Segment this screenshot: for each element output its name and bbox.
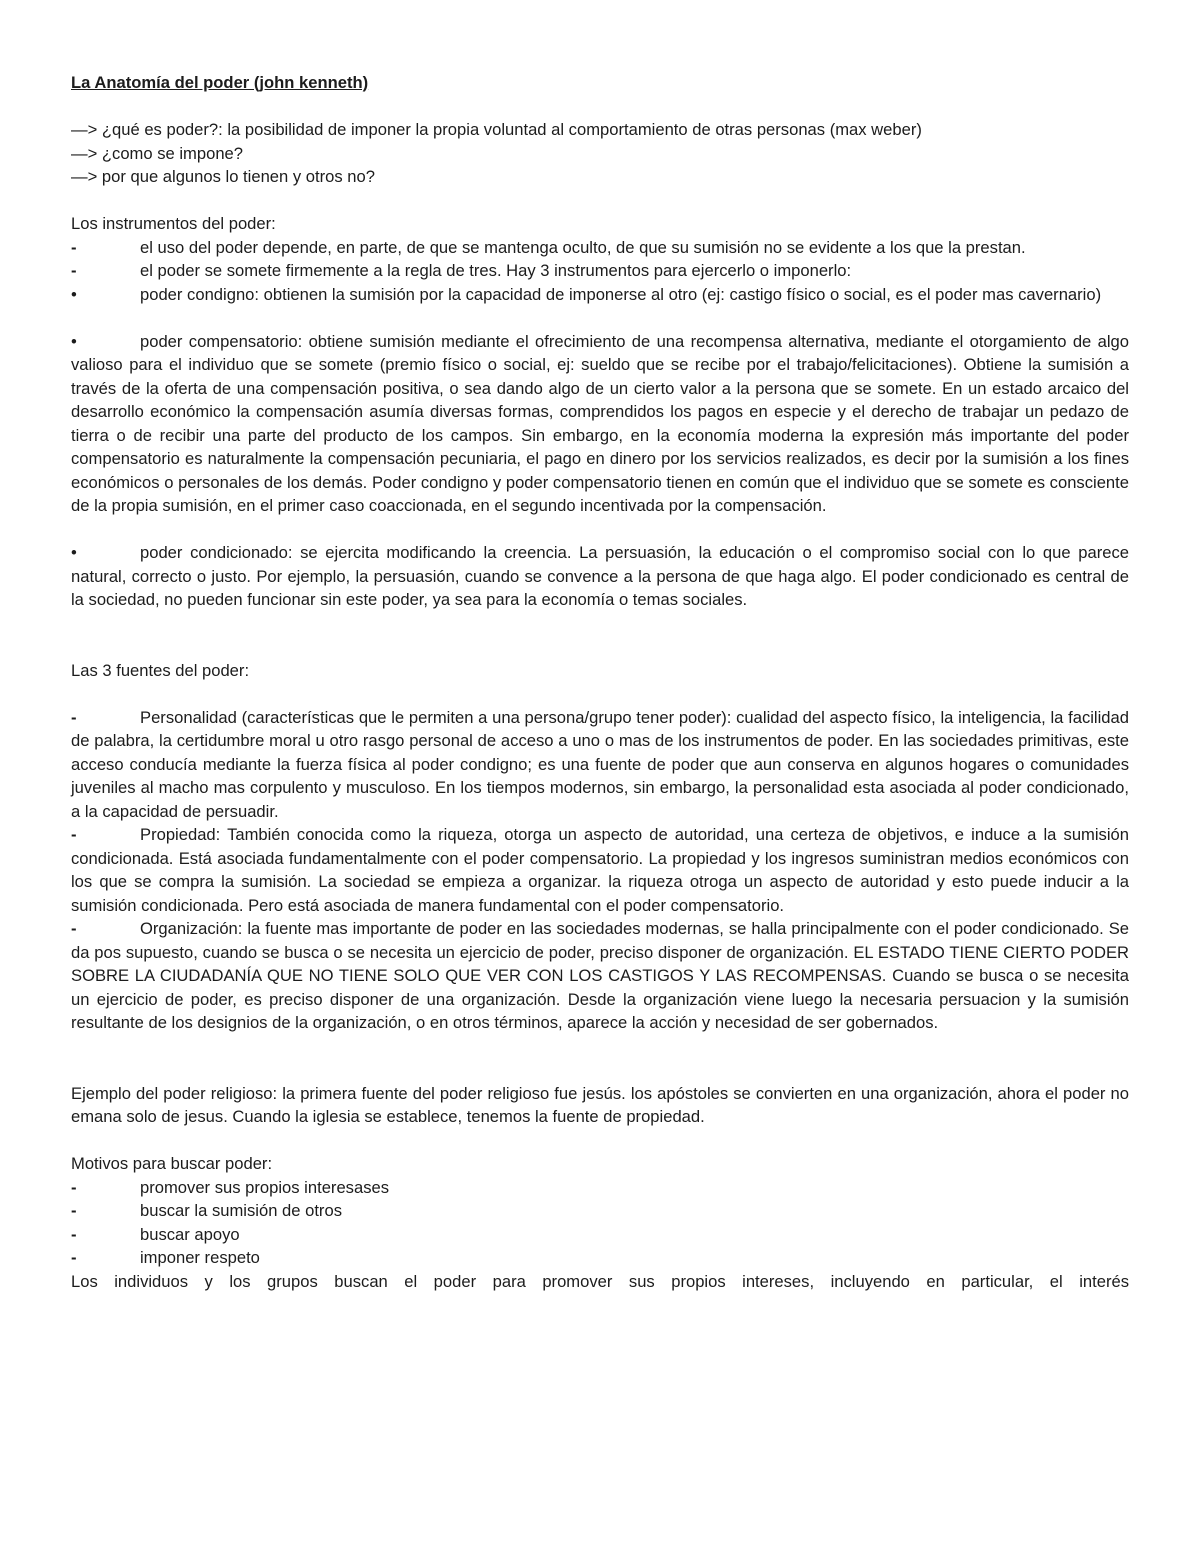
spacer — [71, 1129, 1129, 1153]
spacer — [71, 189, 1129, 213]
dash-bullet: - — [71, 1248, 77, 1267]
instrumentos-item-5 — [71, 541, 1129, 612]
fuentes-item-1 — [71, 706, 1129, 824]
document-title: La Anatomía del poder (john kenneth) — [71, 73, 369, 92]
motivos-item-2-text: buscar la sumisión de otros — [140, 1201, 342, 1220]
spacer — [71, 518, 1129, 542]
instrumentos-item-1-text: el uso del poder depende, en parte, de que se mantenga oculto, de que su sumisión no se evidente a los que la prestan. — [140, 237, 1026, 257]
dash-bullet: - — [71, 707, 77, 727]
motivos-item-4 — [71, 1246, 1129, 1270]
intro-line-2: —> ¿como se impone? — [71, 143, 244, 163]
spacer — [71, 1035, 1129, 1082]
fuentes-item-2-text: Propiedad: También conocida como la riqueza, otorga un aspecto de autoridad, una certeza de objetivos, e induce a la sumisión condicionada. Está asociada fundamentalmente con el poder compensatorio. La propiedad y los ingresos suministran medios económicos con los que se compra la sumisión. La sociedad se empieza a organizar. la riqueza otroga un aspecto de autoridad y esto puede inducir a la sumisión condicionada. Pero está asociada de manera fundamental con el poder compensatorio. — [71, 825, 1129, 915]
instrumentos-item-4-text: poder compensatorio: obtiene sumisión mediante el ofrecimiento de una recompensa alternativa, mediante el otorgamiento de algo valioso para el individuo que se somete (premio físico o social, ej: sueldo que se recibe por el trabajo/felicitaciones). Obtiene la sumisión a través de la oferta de una compensación positiva, o sea dando algo de un cierto valor a la persona que se somete. En un estado arcaico del desarrollo económico la compensación asumía diversas formas, comprendidos los pagos en especie y el derecho de trabajar un pedazo de tierra o de recibir una parte del producto de los campos. Sin embargo, en la economía moderna la expresión más importante del poder compensatorio es naturalmente la compensación pecuniaria, el pago en dinero por los servicios realizados, es decir por la sumisión a los fines económicos o personales de los demás. Poder condigno y poder compensatorio tienen en común que el individuo que se somete es consciente de la propia sumisión, en el primer caso coaccionada, en el segundo incentivada por la compensación. — [71, 331, 1129, 515]
fuentes-item-2 — [71, 823, 1129, 917]
motivos-item-1 — [71, 1176, 1129, 1200]
instrumentos-item-2 — [71, 259, 1129, 283]
motivos-item-1-text: promover sus propios interesases — [140, 1177, 390, 1197]
dot-bullet: • — [71, 331, 77, 351]
dash-bullet: - — [71, 1177, 77, 1197]
fuentes-item-1-text: Personalidad (características que le permiten a una persona/grupo tener poder): cualidad del aspecto físico, la inteligencia, la facilidad de palabra, la certidumbre moral u otro rasgo personal de acceso a uno o mas de los instrumentos de poder. En las sociedades primitivas, este acceso conducía mediante la fuerza física al poder condigno; es una fuente de poder que aun conserva en algunos hogares o comunidades juveniles al macho mas corpulento y musculoso. En los tiempos modernos, sin embargo, la personalidad esta asociada al poder condicionado, a la capacidad de persuadir. — [71, 707, 1129, 821]
motivos-item-3-text: buscar apoyo — [140, 1224, 240, 1244]
instrumentos-item-2-text: el poder se somete firmemente a la regla de tres. Hay 3 instrumentos para ejercerlo o imponerlo: — [140, 261, 852, 280]
instrumentos-item-1 — [71, 236, 1129, 260]
motivos-item-2 — [71, 1199, 1129, 1223]
motivos-item-3 — [71, 1223, 1129, 1247]
intro-line-1: —> ¿qué es poder?: la posibilidad de imponer la propia voluntad al comportamiento de otras personas (max weber) — [71, 120, 922, 139]
fuentes-item-3 — [71, 917, 1129, 1035]
dash-bullet: - — [71, 825, 77, 844]
spacer — [71, 95, 1129, 119]
ejemplo-paragraph: Ejemplo del poder religioso: la primera fuente del poder religioso fue jesús. los apóstoles se convierten en una organización, ahora el poder no emana solo de jesus. Cuando la iglesia se establece, tenemos la fuente de propiedad. — [71, 1083, 1129, 1126]
dash-bullet: - — [71, 1201, 77, 1220]
motivos-heading: Motivos para buscar poder: — [71, 1154, 273, 1173]
dot-bullet: • — [71, 543, 77, 562]
spacer — [71, 306, 1129, 330]
spacer — [71, 612, 1129, 659]
instrumentos-heading: Los instrumentos del poder: — [71, 214, 276, 233]
dash-bullet: - — [71, 919, 77, 938]
dot-bullet: • — [71, 284, 77, 304]
instrumentos-item-3 — [71, 283, 1129, 307]
intro-line-3: —> por que algunos lo tienen y otros no? — [71, 167, 375, 186]
dash-bullet: - — [71, 237, 77, 257]
instrumentos-item-3-text: poder condigno: obtienen la sumisión por la capacidad de imponerse al otro (ej: castigo físico o social, es el poder mas cavernario) — [140, 284, 1102, 304]
instrumentos-item-4 — [71, 330, 1129, 518]
dash-bullet: - — [71, 1224, 77, 1244]
motivos-closing: Los individuos y los grupos buscan el poder para promover sus propios intereses, incluyendo en particular, el interés — [71, 1271, 1129, 1291]
spacer — [71, 682, 1129, 706]
instrumentos-item-5-text: poder condicionado: se ejercita modificando la creencia. La persuasión, la educación o el compromiso social con lo que parece natural, correcto o justo. Por ejemplo, la persuasión, cuando se convence a la persona de que haga algo. El poder condicionado es central de la sociedad, no pueden funcionar sin este poder, ya sea para la economía o temas sociales. — [71, 543, 1129, 609]
dash-bullet: - — [71, 261, 77, 280]
fuentes-item-3-text: Organización: la fuente mas importante de poder en las sociedades modernas, se halla principalmente con el poder condicionado. Se da pos supuesto, cuando se busca o se necesita un ejercicio de poder, preciso disponer de organización. EL ESTADO TIENE CIERTO PODER SOBRE LA CIUDADANÍA QUE NO TIENE SOLO QUE VER CON LOS CASTIGOS Y LAS RECOMPENSAS. Cuando se busca o se necesita un ejercicio de poder, es preciso disponer de una organización. Desde la organización viene luego la necesaria persuacion y la sumisión resultante de los designios de la organización, o en otros términos, aparece la acción y necesidad de ser gobernados. — [71, 919, 1129, 1032]
motivos-item-4-text: imponer respeto — [140, 1248, 260, 1267]
fuentes-heading: Las 3 fuentes del poder: — [71, 660, 250, 680]
